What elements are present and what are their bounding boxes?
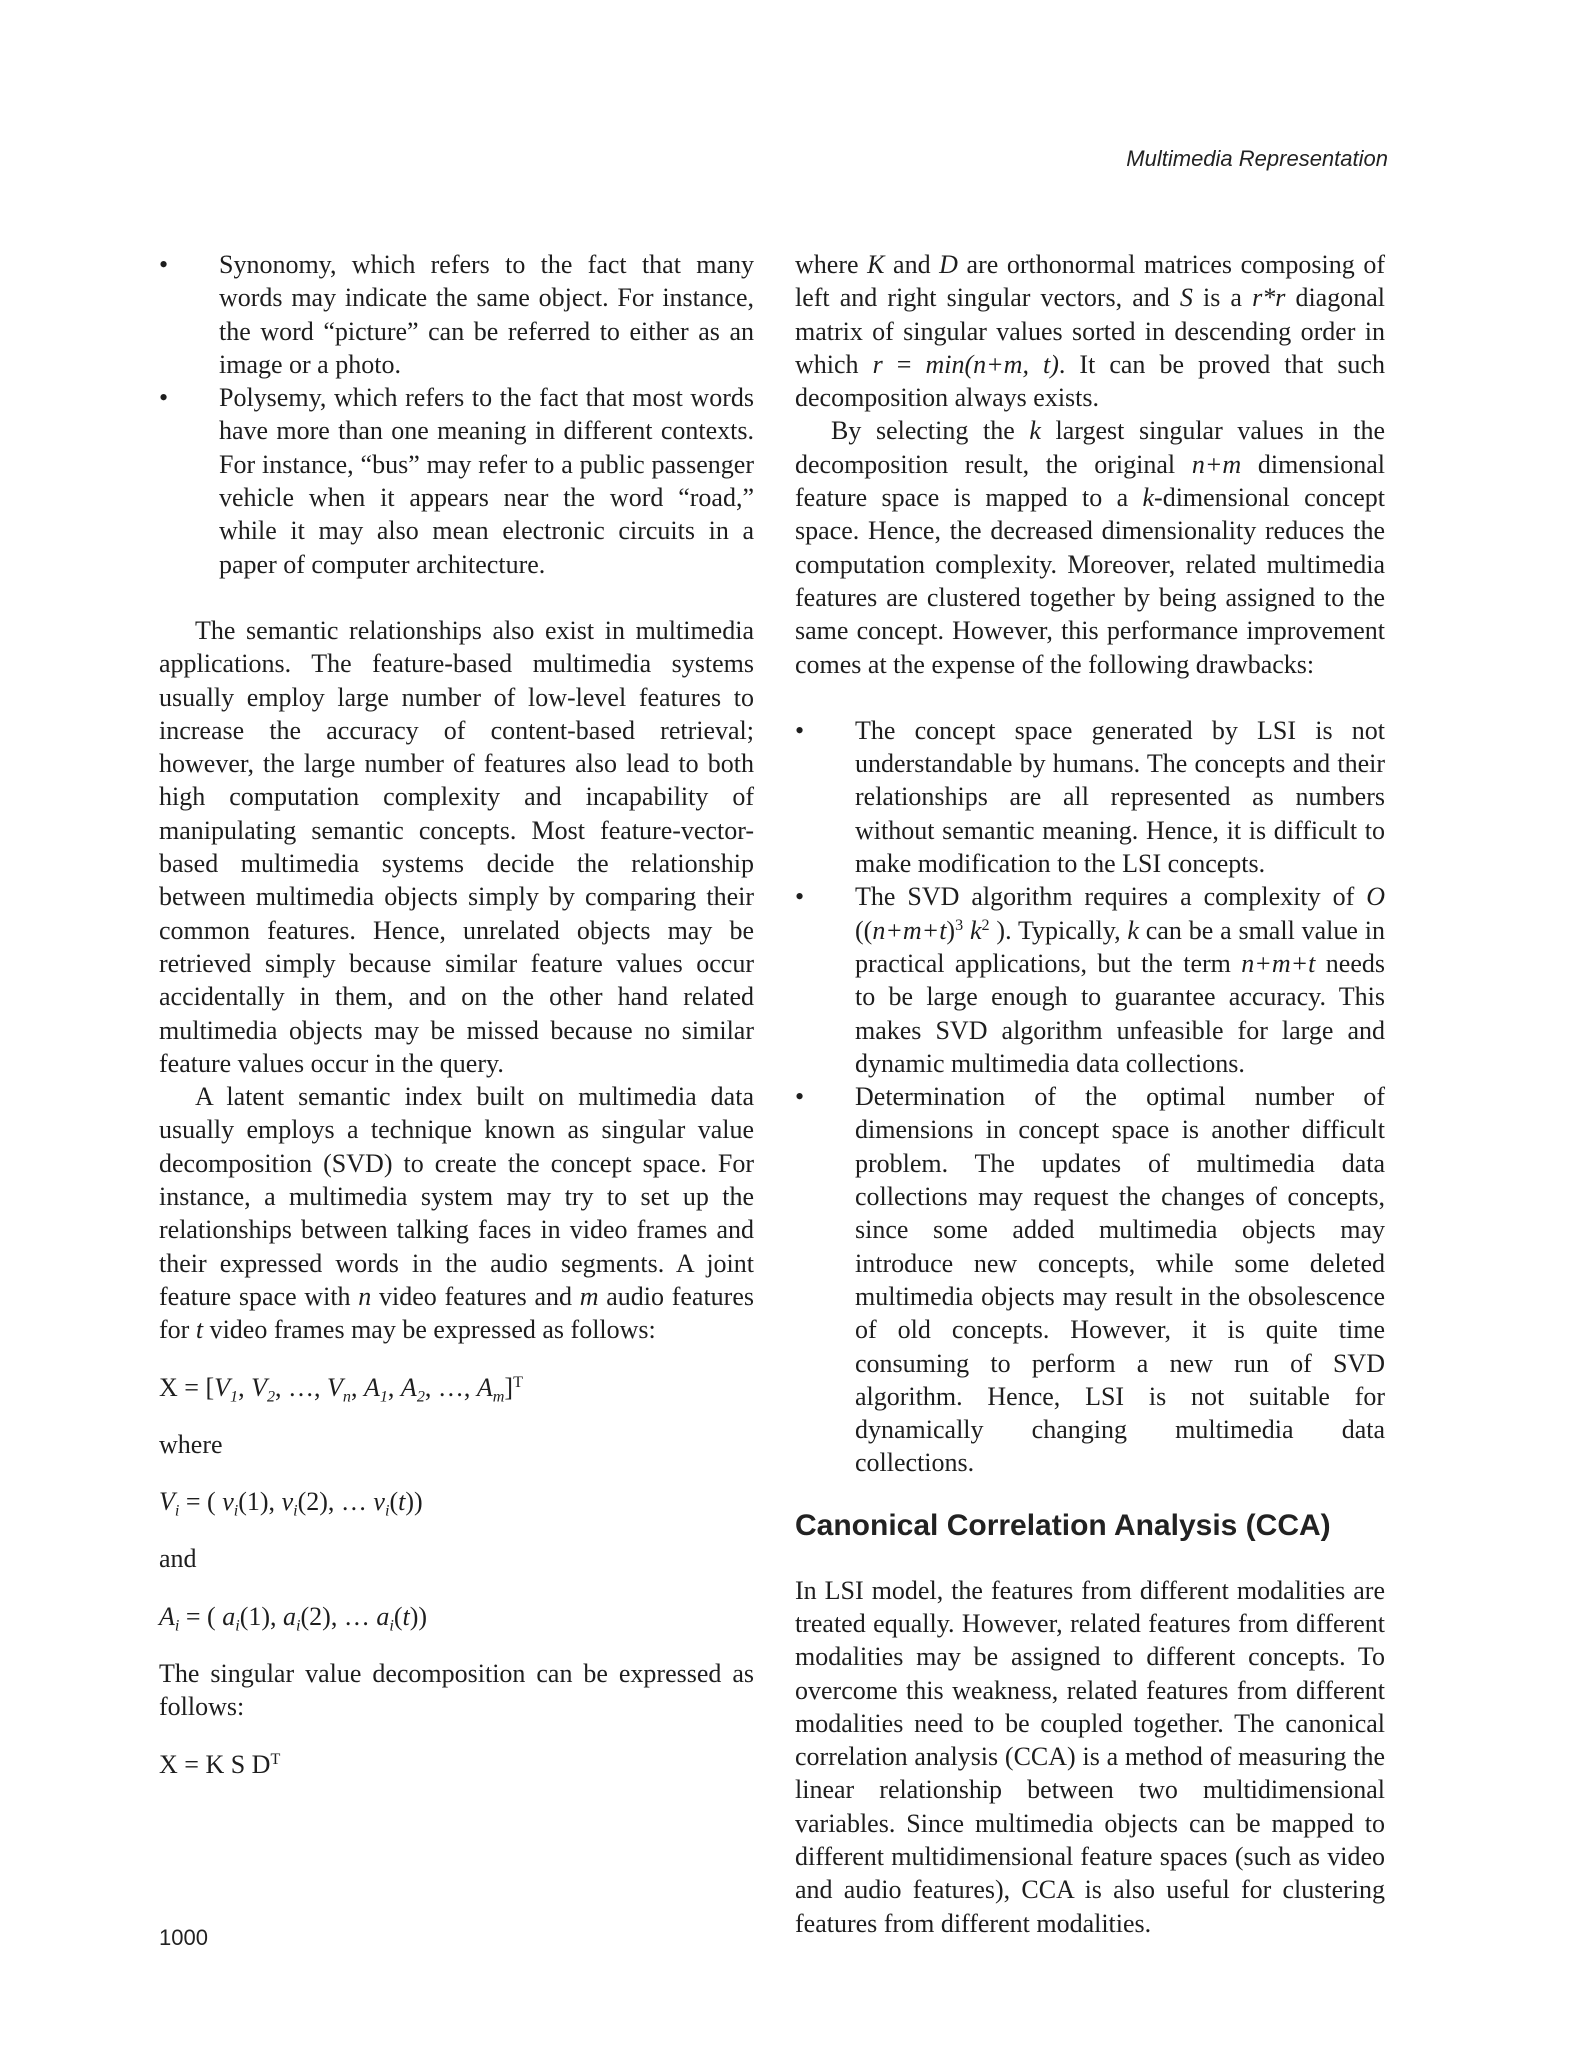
list-item-text: The concept space generated by LSI is not understandable by humans. The concepts and their relationships are all represented as numbers without semantic meaning. Hence, it is difficult to make modification to the LSI concepts. (855, 715, 1385, 879)
bullet-icon: • (795, 715, 805, 745)
bullet-icon: • (159, 250, 169, 279)
paragraph: A latent semantic index built on multimedia data usually employs a technique known as singular value decomposition (SVD) to create the concept space. For instance, a multimedia system may try to set up the relationships between talking faces in video frames and their expressed words in the audio segments. A joint feature space with n video features and m audio features for t video frames may be expressed as follows: (159, 1082, 754, 1345)
paragraph: In LSI model, the features from different modalities are treated equally. However, related features from different modalities may be assigned to different concepts. To overcome this weakness, related features from different modalities need to be coupled together. The canonical correlation analysis (CCA) is a method of measuring the linear relationship between two multidimensional variables. Since multimedia objects can be mapped to different multidimensional feature spaces (such as video and audio features), CCA is also useful for clustering features from different modalities. (795, 1575, 1385, 1938)
equation-x: $X = [V_1$, $V_2$, …, $V_n$, $A_1$, $A_2$, …, $A_m]^T$ (159, 1372, 523, 1406)
bullet-icon: • (159, 383, 169, 413)
list-item (159, 248, 754, 381)
list-item (159, 381, 754, 581)
bullet-icon: • (795, 882, 805, 912)
running-header: Multimedia Representation (1126, 146, 1388, 171)
and-label: and (159, 1544, 197, 1574)
bullet-icon: • (795, 1082, 805, 1112)
paragraph: The singular value decomposition can be expressed as follows: (159, 1658, 754, 1722)
list-item-text: The SVD algorithm requires a complexity of O ($(n+m+t)^3$ $k^2$ ). Typically, k can be a small value in practical applications, but the term n+m+t needs to be large enough to guarantee accuracy. This makes SVD algorithm unfeasible for large and dynamic multimedia data collections. (855, 882, 1385, 1078)
list-item (795, 714, 1385, 880)
paragraph: where K and D are orthonormal matrices composing of left and right singular vectors, and S is a r*r diagonal matrix of singular values sorted in descending order in which r = min(n+m, t). It can be proved that such decomposition always exists. (795, 250, 1385, 413)
paragraph: The semantic relationships also exist in multimedia applications. The feature-based multimedia systems usually employ large number of low-level features to increase the accuracy of content-based retrieval; however, the large number of features also lead to both high computation complexity and incapability of manipulating semantic concepts. Most feature-vector-based multimedia systems decide the relationship between multimedia objects simply by comparing their common features. Hence, unrelated objects may be retrieved simply because similar feature values occur accidentally in them, and on the other hand related multimedia objects may be missed because no similar feature values occur in the query. (159, 615, 754, 1078)
equation-v: $V_i$ = ( $v_i(1)$, $v_i(2)$, … $v_i(t)$) (159, 1487, 423, 1520)
term-list (159, 248, 754, 581)
list-item-text: Synonomy, which refers to the fact that many words may indicate the same object. For instance, the word “picture” can be referred to either as an image or a photo. (219, 250, 754, 379)
equation-svd: X = K S $D^T$ (159, 1749, 281, 1779)
where-label: where (159, 1429, 223, 1459)
equation-a: $A_i$ = ( $a_i(1)$, $a_i(2)$, … $a_i(t)$) (159, 1601, 428, 1635)
left-column (159, 248, 754, 1781)
paragraph: By selecting the k largest singular values in the decomposition result, the original n+m dimensional feature space is mapped to a k-dimensional concept space. Hence, the decreased dimensionality reduces the computation complexity. Moreover, related multimedia features are clustered together by being assigned to the same concept. However, this performance improvement comes at the expense of the following drawbacks: (795, 416, 1386, 679)
drawback-list (795, 714, 1385, 1480)
list-item-text: Determination of the optimal number of dimensions in concept space is another difficult problem. The updates of multimedia data collections may request the changes of concepts, since some added multimedia objects may introduce new concepts, while some deleted multimedia objects may result in the obsolescence of old concepts. However, it is quite time consuming to perform a new run of SVD algorithm. Hence, LSI is not suitable for dynamically changing multimedia data collections. (855, 1082, 1385, 1478)
list-item (795, 1080, 1385, 1480)
right-column (795, 248, 1385, 1940)
section-heading: Canonical Correlation Analysis (CCA) (795, 1508, 1331, 1542)
page-number: 1000 (159, 1925, 208, 1950)
list-item (795, 880, 1385, 1080)
list-item-text: Polysemy, which refers to the fact that most words have more than one meaning in different contexts. For instance, “bus” may refer to a public passenger vehicle when it appears near the word “road,” while it may also mean electronic circuits in a paper of computer architecture. (219, 383, 754, 579)
